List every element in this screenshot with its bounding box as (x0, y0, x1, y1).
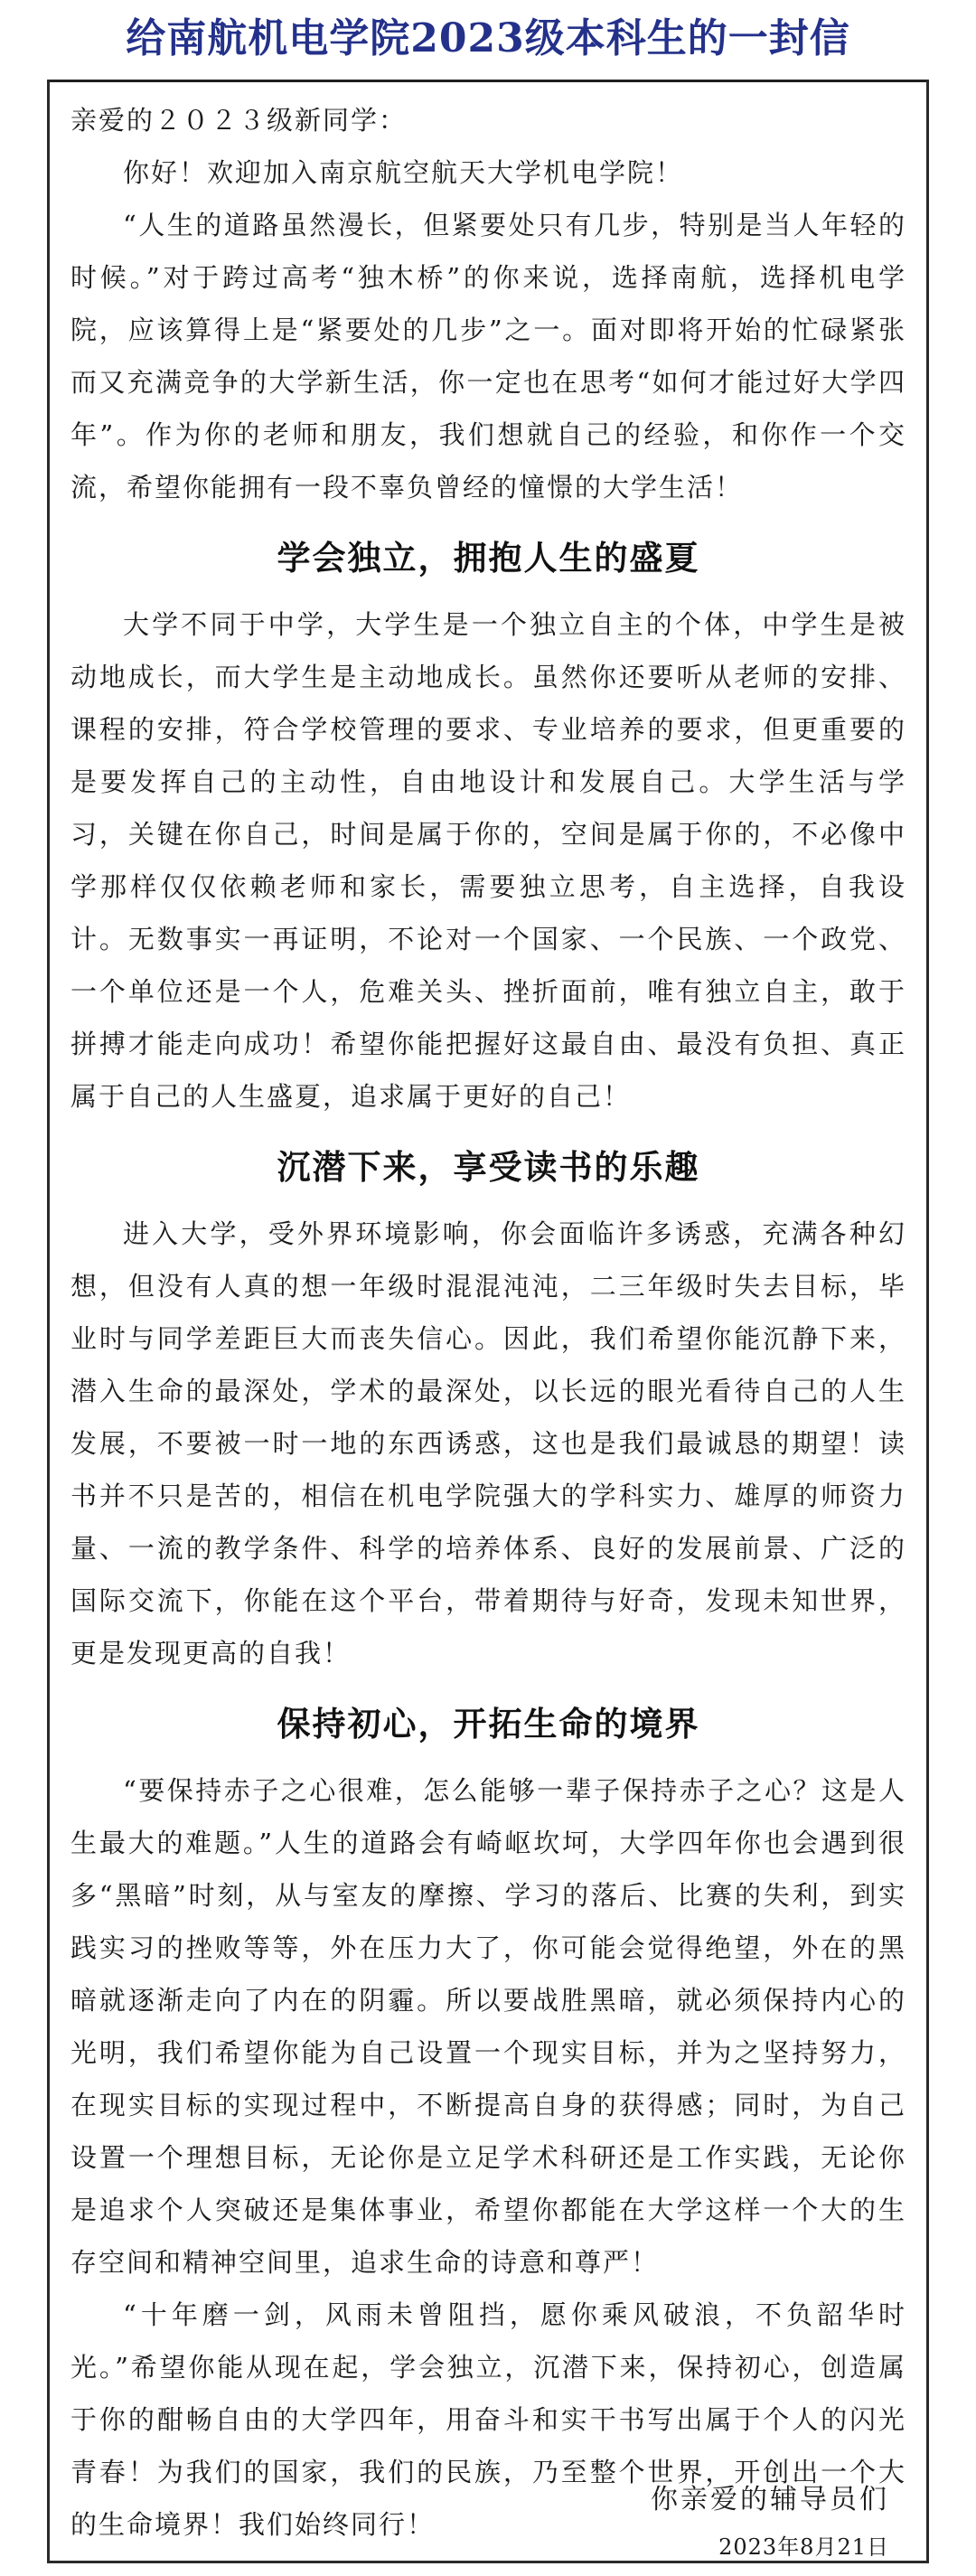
closing-paragraph: “十年磨一剑，风雨未曾阻挡，愿你乘风破浪，不负韶华时光。”希望你能从现在起，学会独立，沉潜下来，保持初心，创造属于你的酣畅自由的大学四年，用奋斗和实干书写出属于个人的闪光青春！为我们的国家，我们的民族，乃至整个世界，开创出一个大的生命境界！我们始终同行！ (70, 2299, 906, 2540)
section-paragraph: “要保持赤子之心很难，怎么能够一辈子保持赤子之心？这是人生最大的难题。”人生的道路会有崎岖坎坷，大学四年你也会遇到很多“黑暗”时刻，从与室友的摩擦、学习的落后、比赛的失利，到实践实习的挫败等等，外在压力大了，你可能会觉得绝望，外在的黑暗就逐渐走向了内在的阴霾。所以要战胜黑暗，就必须保持内心的光明，我们希望你能为自己设置一个现实目标，并为之坚持努力，在现实目标的实现过程中，不断提高自身的获得感；同时，为自己设置一个理想目标，无论你是立足学术科研还是工作实践，无论你是追求个人突破还是集体事业，希望你都能在大学这样一个大的生存空间和精神空间里，追求生命的诗意和尊严！ (70, 1775, 906, 2278)
greeting-paragraph: 你好！欢迎加入南京航空航天大学机电学院！ (123, 157, 684, 188)
section-paragraph: 进入大学，受外界环境影响，你会面临许多诱惑，充满各种幻想，但没有人真的想一年级时混混沌沌，二三年级时失去目标，毕业时与同学差距巨大而丧失信心。因此，我们希望你能沉静下来，潜入生命的最深处，学术的最深处，以长远的眼光看待自己的人生发展，不要被一时一地的东西诱惑，这也是我们最诚恳的期望！读书并不只是苦的，相信在机电学院强大的学科实力、雄厚的师资力量、一流的教学条件、科学的培养体系、良好的发展前景、广泛的国际交流下，你能在这个平台，带着期待与好奇，发现未知世界，更是发现更高的自我！ (70, 1218, 906, 1669)
section-paragraph: 大学不同于中学，大学生是一个独立自主的个体，中学生是被动地成长，而大学生是主动地成长。虽然你还要听从老师的安排、课程的安排，符合学校管理的要求、专业培养的要求，但更重要的是要发挥自己的主动性，自由地设计和发展自己。大学生活与学习，关键在你自己，时间是属于你的，空间是属于你的，不必像中学那样仅仅依赖老师和家长，需要独立思考，自主选择，自我设计。无数事实一再证明，不论对一个国家、一个民族、一个政党、一个单位还是一个人，危难关头、挫折面前，唯有独立自主，敢于拼搏才能走向成功！希望你能把握好这最自由、最没有负担、真正属于自己的人生盛夏，追求属于更好的自己！ (70, 609, 906, 1112)
section-heading-reading: 沉潜下来，享受读书的乐趣 (277, 1147, 700, 1187)
section-heading-original-aspiration: 保持初心，开拓生命的境界 (277, 1704, 700, 1744)
letter-date: 2023年8月21日 (718, 2534, 889, 2560)
letter-body (70, 94, 906, 2551)
signature: 你亲爱的辅导员们 (651, 2484, 889, 2515)
intro-paragraph: “人生的道路虽然漫长，但紧要处只有几步，特别是当人年轻的时候。”对于跨过高考“独木桥”的你来说，选择南航，选择机电学院，应该算得上是“紧要处的几步”之一。面对即将开始的忙碌紧张而又充满竞争的大学新生活，你一定也在思考“如何才能过好大学四年”。作为你的老师和朋友，我们想就自己的经验，和你作一个交流，希望你能拥有一段不辜负曾经的憧憬的大学生活！ (70, 210, 906, 503)
section-heading-independence: 学会独立，拥抱人生的盛夏 (277, 538, 700, 578)
salutation: 亲爱的２０２３级新同学： (70, 105, 408, 136)
letter-title: 给南航机电学院2023级本科生的一封信 (126, 15, 850, 61)
